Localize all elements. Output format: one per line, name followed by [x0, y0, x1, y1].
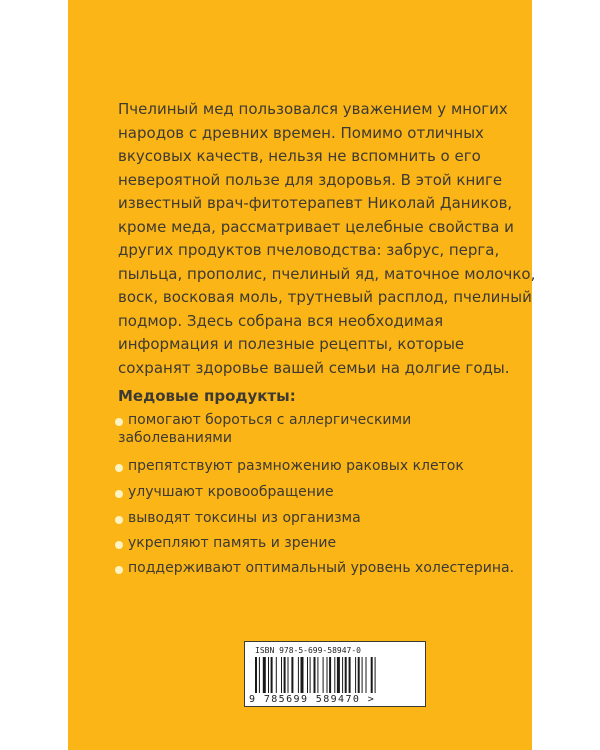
barcode-bar — [323, 657, 324, 693]
description-line: подмор. Здесь собрана вся необходимая — [118, 311, 444, 330]
barcode-bar — [345, 657, 347, 693]
description-line: Пчелиный мед пользовался уважением у многих — [118, 100, 508, 118]
ean-digits: 9 785699 589470 > — [249, 694, 376, 705]
description-line: невероятной пользе для здоровья. В этой книге — [118, 170, 503, 189]
barcode-bar — [362, 657, 363, 693]
barcode-bar — [342, 657, 343, 693]
barcode-bar — [291, 657, 293, 693]
description-line: информация и полезные рецепты, которые — [118, 335, 465, 353]
barcode-bar — [271, 657, 273, 693]
benefit-text: укрепляют память и зрение — [128, 535, 337, 551]
barcode-bar — [358, 657, 360, 693]
benefit-item — [118, 458, 514, 484]
description-line: пыльца, прополис, пчелиный яд, маточное молочко, — [118, 264, 536, 283]
barcode-bar — [337, 657, 340, 693]
bullet-dot-icon — [115, 541, 123, 549]
barcode-bars-icon — [255, 657, 417, 693]
description-line: кроме меда, рассматривает целебные свойства и — [118, 217, 514, 236]
benefit-item — [118, 510, 514, 535]
benefits-title: Медовые продукты: — [118, 387, 296, 405]
barcode-bar — [314, 657, 316, 693]
bullet-dot-icon — [115, 490, 123, 498]
benefit-text: препятствуют размножению раковых клеток — [128, 458, 464, 474]
barcode-bar — [281, 657, 282, 693]
benefit-item — [118, 560, 514, 582]
barcode-bar — [259, 657, 260, 693]
barcode-bar — [329, 657, 331, 693]
barcode-bar — [298, 657, 299, 693]
barcode-bar — [371, 657, 373, 693]
barcode-bar — [276, 657, 277, 693]
description-line: вкусовых качеств, нельзя не вспомнить о его — [118, 147, 481, 165]
barcode-bar — [268, 657, 269, 693]
barcode-bar — [334, 657, 335, 693]
bullet-dot-icon — [115, 566, 123, 574]
description-line: воск, восковая моль, трутневый расплод, пчелиный — [118, 288, 532, 306]
book-description — [118, 98, 536, 380]
benefit-text: улучшают кровообращение — [128, 484, 334, 500]
description-line: других продуктов пчеловодства: забрус, перга, — [118, 241, 500, 259]
barcode-bar — [349, 657, 351, 693]
barcode-bar — [263, 657, 266, 693]
benefit-text: поддерживают оптимальный уровень холестерина. — [128, 560, 515, 576]
bullet-dot-icon — [115, 418, 123, 426]
benefit-text-continuation: заболеваниями — [118, 430, 232, 446]
bullet-dot-icon — [115, 516, 123, 524]
isbn-barcode — [244, 641, 426, 707]
barcode-bar — [301, 657, 304, 693]
barcode-bar — [307, 657, 308, 693]
isbn-number: ISBN 978-5-699-58947-0 — [255, 646, 361, 655]
description-line: известный врач-фитотерапевт Николай Даников, — [118, 194, 513, 212]
barcode-bar — [327, 657, 328, 693]
bullet-dot-icon — [115, 464, 123, 472]
barcode-bar — [317, 657, 318, 693]
benefits-list — [118, 412, 514, 582]
benefit-item — [118, 535, 514, 560]
barcode-bar — [255, 657, 257, 693]
benefit-text: помогают бороться с аллергическими — [128, 412, 412, 428]
description-line: народов с древних времен. Помимо отличных — [118, 123, 484, 142]
barcode-bar — [355, 657, 356, 693]
description-line: сохранят здоровье вашей семьи на долгие годы. — [118, 358, 510, 377]
barcode-bar — [310, 657, 311, 693]
barcode-bar — [284, 657, 286, 693]
benefit-text: выводят токсины из организма — [128, 510, 361, 526]
benefit-item — [118, 412, 514, 458]
barcode-bar — [375, 657, 376, 693]
benefit-item — [118, 484, 514, 510]
barcode-bar — [366, 657, 367, 693]
barcode-bar — [288, 657, 289, 693]
